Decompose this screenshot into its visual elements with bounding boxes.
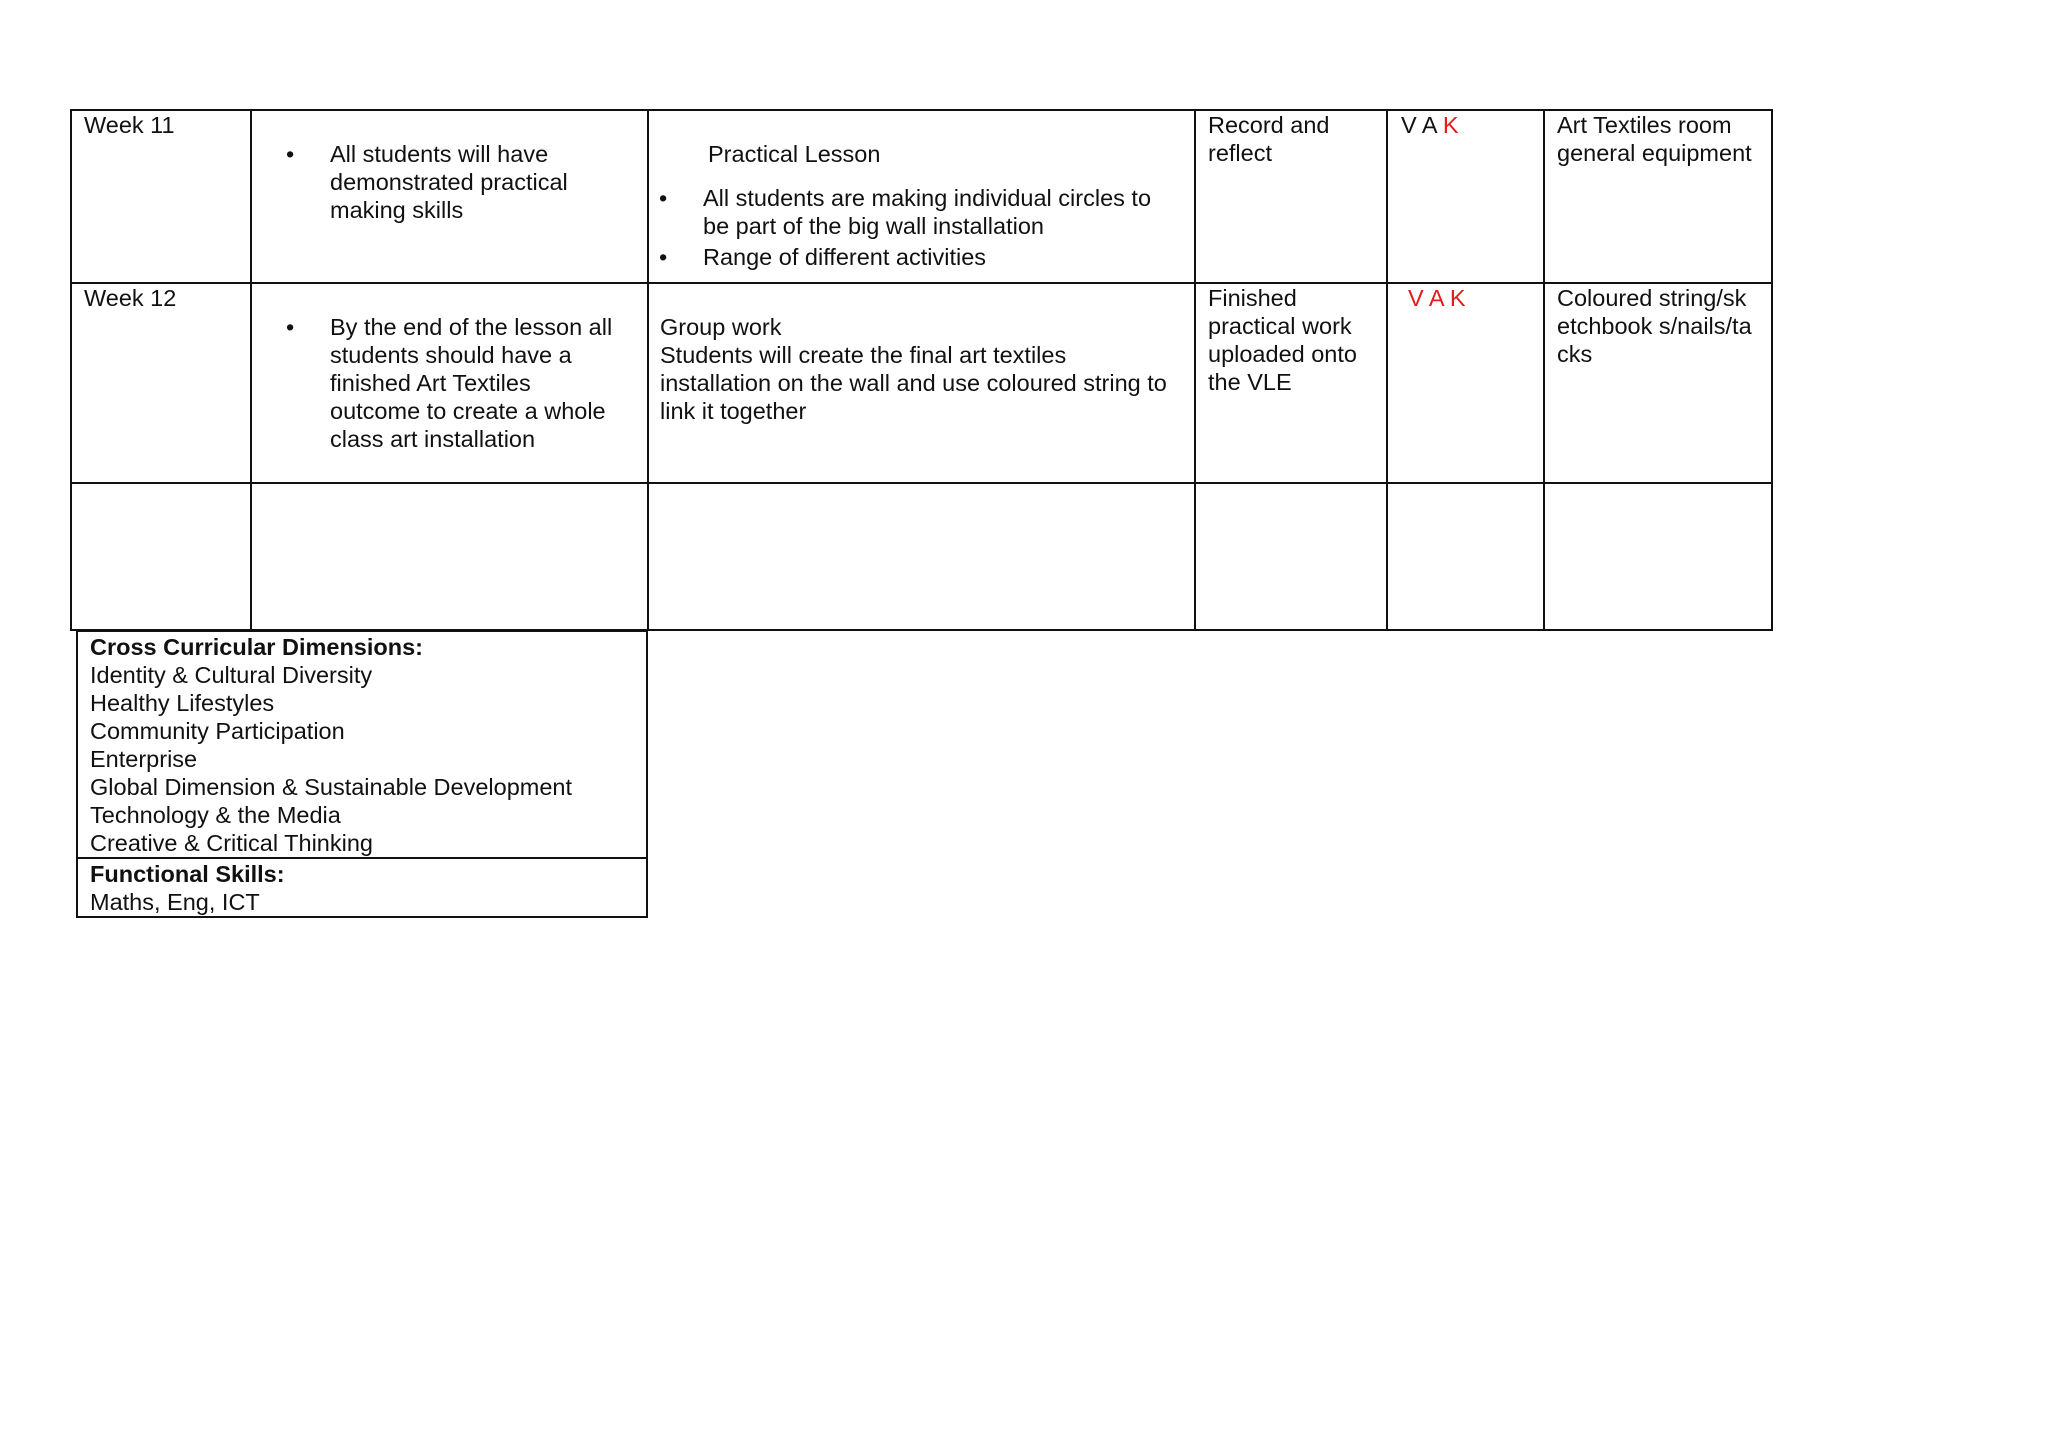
objectives-list bbox=[286, 140, 647, 224]
objectives-list bbox=[286, 313, 647, 453]
vak-kinesthetic: K bbox=[1449, 285, 1466, 311]
cross-curricular-item: Healthy Lifestyles bbox=[90, 690, 275, 716]
empty-cell bbox=[251, 483, 648, 630]
cross-curricular-item: Enterprise bbox=[90, 746, 198, 772]
activity-heading: Group work bbox=[660, 314, 782, 340]
assessment-cell bbox=[1195, 110, 1387, 283]
week-cell bbox=[71, 110, 251, 283]
activities-list bbox=[659, 184, 1194, 271]
assessment-cell bbox=[1195, 283, 1387, 483]
cross-curricular-item: Community Participation bbox=[90, 718, 345, 744]
resources-cell bbox=[1544, 283, 1772, 483]
resources-text: Coloured string/sketchbook s/nails/tacks bbox=[1557, 285, 1752, 367]
objective-item: • All students will have demonstrated practical making skills bbox=[286, 140, 647, 224]
cross-curricular-item: Global Dimension & Sustainable Development bbox=[90, 774, 573, 800]
table-row-empty bbox=[71, 483, 1772, 630]
cross-curricular-table bbox=[76, 630, 648, 918]
empty-cell bbox=[648, 483, 1195, 630]
empty-cell bbox=[1544, 483, 1772, 630]
vak-auditory: A bbox=[1428, 285, 1444, 311]
cross-curricular-heading: Cross Curricular Dimensions: bbox=[90, 634, 424, 660]
objectives-cell bbox=[251, 283, 648, 483]
activities-cell bbox=[648, 283, 1195, 483]
lesson-plan-table bbox=[70, 109, 1773, 631]
assessment-text: Record and reflect bbox=[1208, 112, 1330, 166]
table-row-week-12 bbox=[71, 283, 1772, 483]
empty-cell bbox=[71, 483, 251, 630]
functional-skills-text: Maths, Eng, ICT bbox=[90, 889, 260, 915]
cross-curricular-item: Creative & Critical Thinking bbox=[90, 830, 373, 856]
functional-skills-cell bbox=[77, 858, 647, 917]
activity-heading: Practical Lesson bbox=[708, 141, 881, 167]
empty-cell bbox=[1195, 483, 1387, 630]
activity-block bbox=[649, 313, 1194, 425]
empty-cell bbox=[1387, 483, 1544, 630]
cross-curricular-row bbox=[77, 631, 647, 858]
vak-indicator bbox=[1388, 111, 1543, 139]
cross-curricular-item: Technology & the Media bbox=[90, 802, 341, 828]
activity-item: • All students are making individual circles to be part of the big wall installation bbox=[659, 184, 1180, 240]
vak-visual: V bbox=[1401, 112, 1417, 138]
activity-text: Students will create the final art textiles installation on the wall and use coloured string to link it together bbox=[660, 342, 1167, 424]
week-label: Week 12 bbox=[84, 285, 177, 311]
activities-cell bbox=[648, 110, 1195, 283]
functional-skills-heading: Functional Skills: bbox=[90, 861, 285, 887]
cross-curricular-cell bbox=[77, 631, 647, 858]
vak-indicator bbox=[1388, 284, 1543, 312]
vak-visual: V bbox=[1408, 285, 1424, 311]
resources-cell bbox=[1544, 110, 1772, 283]
resources-text: Art Textiles room general equipment bbox=[1557, 112, 1752, 166]
objective-item: • By the end of the lesson all students should have a finished Art Textiles outcome to create a whole class art installation bbox=[286, 313, 647, 453]
activity-item: • Range of different activities bbox=[659, 243, 1180, 271]
week-cell bbox=[71, 283, 251, 483]
vak-auditory: A bbox=[1421, 112, 1437, 138]
assessment-text: Finished practical work uploaded onto the VLE bbox=[1208, 285, 1357, 395]
functional-skills-row bbox=[77, 858, 647, 917]
vak-cell bbox=[1387, 110, 1544, 283]
week-label: Week 11 bbox=[84, 112, 175, 138]
cross-curricular-item: Identity & Cultural Diversity bbox=[90, 662, 373, 688]
objectives-cell bbox=[251, 110, 648, 283]
table-row-week-11 bbox=[71, 110, 1772, 283]
vak-cell bbox=[1387, 283, 1544, 483]
vak-kinesthetic: K bbox=[1442, 112, 1459, 138]
